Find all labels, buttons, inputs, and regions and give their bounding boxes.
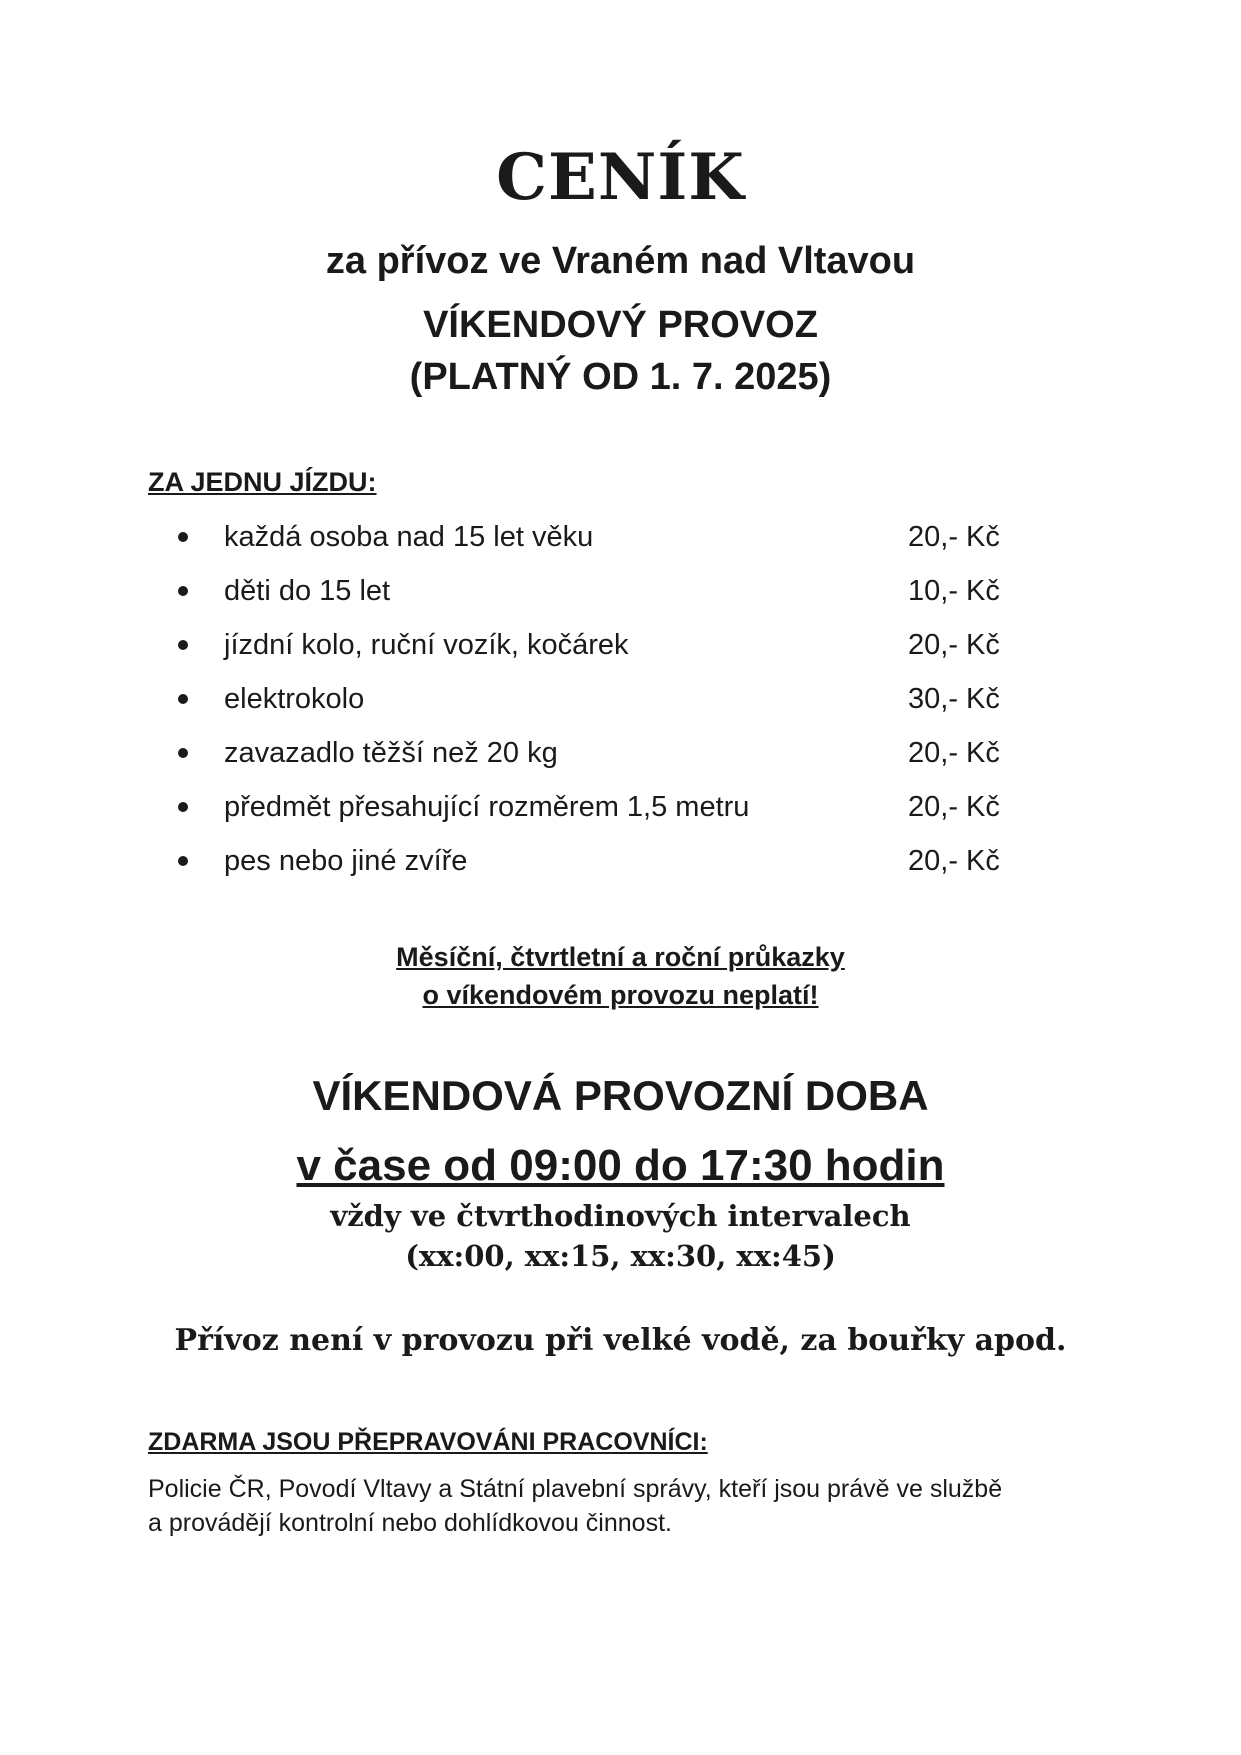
item-label: elektrokolo <box>224 683 365 715</box>
bullet-icon <box>178 802 188 812</box>
valid-from: (PLATNÝ OD 1. 7. 2025) <box>409 356 832 398</box>
operation-mode: VÍKENDOVÝ PROVOZ <box>423 304 818 346</box>
hours-time: v čase od 09:00 do 17:30 hodin <box>296 1141 945 1190</box>
bullet-icon <box>178 532 188 542</box>
list-item <box>0 510 1241 564</box>
free-transport-text <box>148 1472 1108 1540</box>
hours-slots: (xx:00, xx:15, xx:30, xx:45) <box>405 1239 836 1273</box>
bullet-icon <box>178 694 188 704</box>
item-price: 30,- Kč <box>908 683 1000 715</box>
price-list <box>0 510 1241 888</box>
bullet-icon <box>178 856 188 866</box>
item-label: jízdní kolo, ruční vozík, kočárek <box>224 629 629 661</box>
list-item <box>0 672 1241 726</box>
item-price: 20,- Kč <box>908 737 1000 769</box>
price-list-heading: ZA JEDNU JÍZDU: <box>148 467 377 497</box>
item-price: 20,- Kč <box>908 629 1000 661</box>
passes-note-line2: o víkendovém provozu neplatí! <box>422 980 819 1010</box>
hours-heading: VÍKENDOVÁ PROVOZNÍ DOBA <box>312 1072 929 1119</box>
list-item <box>0 780 1241 834</box>
free-transport-heading: ZDARMA JSOU PŘEPRAVOVÁNI PRACOVNÍCI: <box>148 1428 708 1456</box>
free-transport-line2: a provádějí kontrolní nebo dohlídkovou činnost. <box>148 1509 672 1537</box>
item-label: zavazadlo těžší než 20 kg <box>224 737 558 769</box>
list-item <box>0 564 1241 618</box>
page-subtitle: za přívoz ve Vraném nad Vltavou <box>325 240 916 282</box>
item-label: každá osoba nad 15 let věku <box>224 521 594 553</box>
bullet-icon <box>178 748 188 758</box>
item-price: 20,- Kč <box>908 845 1000 877</box>
item-label: pes nebo jiné zvíře <box>224 845 468 877</box>
item-price: 20,- Kč <box>908 521 1000 553</box>
item-label: předmět přesahující rozměrem 1,5 metru <box>224 791 750 823</box>
hours-interval: vždy ve čtvrthodinových intervalech <box>330 1199 911 1233</box>
item-price: 20,- Kč <box>908 791 1000 823</box>
item-label: děti do 15 let <box>224 575 391 607</box>
item-price: 10,- Kč <box>908 575 1000 607</box>
list-item <box>0 618 1241 672</box>
free-transport-line1: Policie ČR, Povodí Vltavy a Státní plavební správy, kteří jsou právě ve službě <box>148 1475 1003 1503</box>
bullet-icon <box>178 586 188 596</box>
weather-warning: Přívoz není v provozu při velké vodě, za bouřky apod. <box>174 1323 1067 1358</box>
page-title: CENÍK <box>496 140 745 215</box>
list-item <box>0 726 1241 780</box>
list-item <box>0 834 1241 888</box>
passes-note <box>0 938 1241 1014</box>
bullet-icon <box>178 640 188 650</box>
passes-note-line1: Měsíční, čtvrtletní a roční průkazky <box>396 942 845 972</box>
